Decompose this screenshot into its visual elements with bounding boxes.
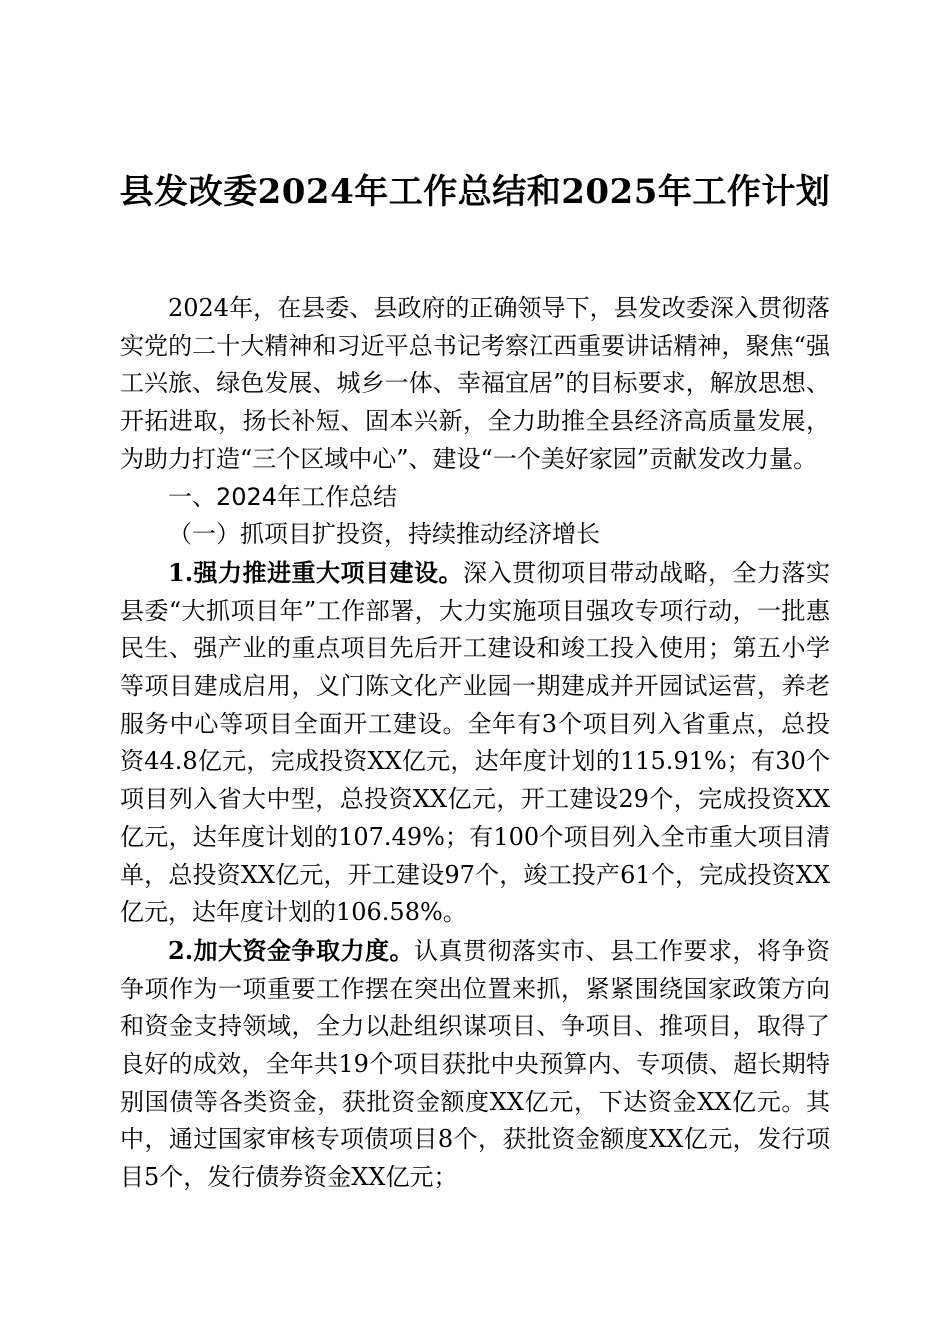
item-2-lead: 2.加大资金争取力度。	[168, 935, 415, 965]
item-paragraph-1	[120, 554, 830, 932]
item-paragraph-2	[120, 932, 830, 1197]
document-body	[120, 290, 830, 1197]
subsection-heading: （一）抓项目扩投资，持续推动经济增长	[168, 520, 600, 549]
item-1-lead: 1.强力推进重大项目建设。	[168, 557, 464, 587]
document-title: 县发改委2024年工作总结和2025年工作计划	[119, 172, 831, 212]
item-1-text: 深入贯彻项目带动战略，全力落实县委“大抓项目年”工作部署，大力实施项目强攻专项行动，一批惠民生、强产业的重点项目先后开工建设和竣工投入使用；第五小学等项目建成启用，义门陈文化产业园一期建成并开园试运营，养老服务中心等项目全面开工建设。全年有3个项目列入省重点，总投资44.8亿元，完成投资XX亿元，达年度计划的115.91%；有30个项目列入省大中型，总投资XX亿元，开工建设29个，完成投资XX亿元，达年度计划的107.49%；有100个项目列入全市重大项目清单，总投资XX亿元，开工建设97个，竣工投产61个，完成投资XX亿元，达年度计划的106.58%。	[120, 558, 830, 927]
section-heading: 一、2024年工作总结	[168, 482, 398, 511]
item-2-text: 认真贯彻落实市、县工作要求，将争资争项作为一项重要工作摆在突出位置来抓，紧紧围绕国家政策方向和资金支持领域，全力以赴组织谋项目、争项目、推项目，取得了良好的成效，全年共19个项目获批中央预算内、专项债、超长期特别国债等各类资金，获批资金额度XX亿元，下达资金XX亿元。其中，通过国家审核专项债项目8个，获批资金额度XX亿元，发行项目5个，发行债券资金XX亿元；	[120, 936, 830, 1192]
intro-paragraph: 2024年，在县委、县政府的正确领导下，县发改委深入贯彻落实党的二十大精神和习近平总书记考察江西重要讲话精神，聚焦“强工兴旅、绿色发展、城乡一体、幸福宜居”的目标要求，解放思想、开拓进取，扬长补短、固本兴新，全力助推全县经济高质量发展，为助力打造“三个区域中心”、建设“一个美好家园”贡献发改力量。	[120, 294, 830, 473]
